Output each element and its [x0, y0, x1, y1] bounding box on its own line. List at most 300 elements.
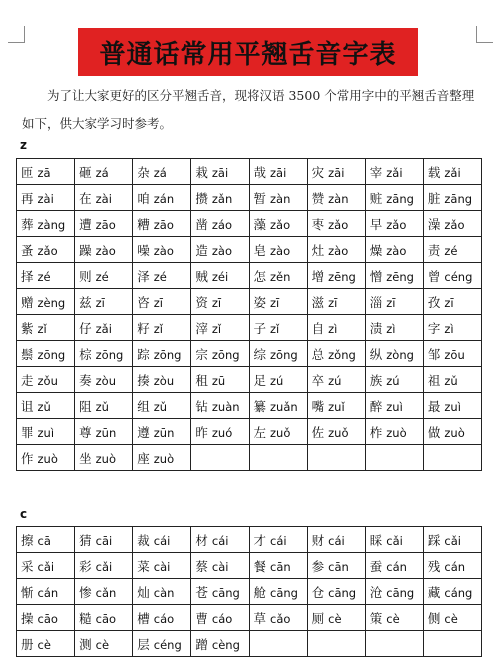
- character: 责: [427, 242, 441, 258]
- character: 在: [79, 190, 92, 206]
- table-cell: [307, 211, 365, 237]
- table-cell: [17, 367, 75, 393]
- character: 座: [137, 450, 150, 466]
- table-cell: [365, 211, 423, 237]
- table-cell: [249, 237, 307, 263]
- table-cell: [307, 341, 365, 367]
- table-row: [17, 315, 482, 341]
- character: 赞: [311, 190, 325, 206]
- character: 宰: [369, 164, 383, 180]
- table-cell: [365, 315, 423, 341]
- pinyin: zāo: [153, 217, 174, 232]
- table-cell: [307, 419, 365, 445]
- character: 凿: [195, 216, 208, 232]
- table-cell: [365, 579, 423, 605]
- character: 纂: [253, 398, 267, 414]
- pinyin: zōng: [211, 347, 240, 362]
- pinyin: zǎn: [211, 191, 233, 206]
- character: 自: [311, 320, 325, 336]
- character: 阻: [79, 398, 92, 414]
- table-cell: [365, 237, 423, 263]
- table-cell: [191, 263, 249, 289]
- pinyin: zán: [153, 191, 175, 206]
- pinyin: zéi: [211, 269, 229, 284]
- character: 字: [427, 320, 441, 336]
- table-row: [17, 159, 482, 185]
- table-cell: [423, 211, 481, 237]
- table-cell: [249, 579, 307, 605]
- table-cell: [191, 185, 249, 211]
- character: 子: [253, 320, 267, 336]
- table-cell: [191, 159, 249, 185]
- pinyin: zuì: [37, 425, 55, 440]
- character: 咱: [137, 190, 150, 206]
- table-cell: [423, 263, 481, 289]
- table-cell: [307, 393, 365, 419]
- pinyin: zǎo: [37, 243, 58, 258]
- pinyin: zuì: [386, 399, 403, 414]
- character: 厕: [311, 610, 325, 626]
- table-cell: [249, 393, 307, 419]
- pinyin: zá: [95, 165, 109, 180]
- table-cell: [191, 367, 249, 393]
- character: 澡: [427, 216, 441, 232]
- table-cell: [191, 393, 249, 419]
- character: 租: [195, 372, 208, 388]
- pinyin: zuò: [386, 425, 407, 440]
- table-row: [17, 631, 482, 657]
- pinyin: zào: [270, 243, 291, 258]
- table-cell: [423, 289, 481, 315]
- table-row: [17, 263, 482, 289]
- table-row: [17, 289, 482, 315]
- table-cell: [17, 159, 75, 185]
- pinyin: zāi: [270, 165, 287, 180]
- table-cell: [365, 631, 423, 657]
- table-cell: [17, 631, 75, 657]
- table-cell: [423, 367, 481, 393]
- table-cell: [17, 237, 75, 263]
- character: 综: [253, 346, 267, 362]
- pinyin: zā: [37, 165, 51, 180]
- character: 则: [79, 268, 92, 284]
- character: 走: [21, 372, 34, 388]
- character: 惭: [21, 584, 34, 600]
- pinyin: zēng: [328, 269, 356, 284]
- character: 踩: [427, 532, 441, 548]
- table-row: [17, 445, 482, 471]
- pinyin: cái: [211, 533, 229, 548]
- character: 灶: [311, 242, 325, 258]
- table-cell: [17, 263, 75, 289]
- table-cell: [17, 315, 75, 341]
- pinyin: zào: [95, 243, 116, 258]
- pinyin: zāi: [328, 165, 345, 180]
- table-cell: [307, 445, 365, 471]
- pinyin: zēng: [386, 269, 414, 284]
- pinyin: zàn: [328, 191, 349, 206]
- character: 遭: [79, 216, 92, 232]
- pinyin: zī: [95, 295, 105, 310]
- character: 栽: [195, 164, 208, 180]
- pinyin: zī: [211, 295, 222, 310]
- character: 藻: [253, 216, 267, 232]
- character: 姿: [253, 294, 267, 310]
- pinyin: zāo: [95, 217, 116, 232]
- character: 砸: [79, 164, 92, 180]
- character: 佐: [311, 424, 325, 440]
- table-cell: [365, 289, 423, 315]
- character: 资: [195, 294, 208, 310]
- character: 攒: [195, 190, 208, 206]
- pinyin: zǔ: [153, 399, 168, 414]
- table-cell: [75, 263, 133, 289]
- character: 赃: [369, 190, 383, 206]
- character: 赠: [21, 294, 34, 310]
- pinyin: zǎi: [386, 165, 403, 180]
- pinyin: zōu: [444, 347, 465, 362]
- table-cell: [423, 579, 481, 605]
- table-cell: [249, 419, 307, 445]
- character: 糙: [79, 610, 92, 626]
- character: 罪: [21, 424, 34, 440]
- character: 增: [311, 268, 325, 284]
- character: 仓: [311, 584, 325, 600]
- table-cell: [191, 579, 249, 605]
- character: 渍: [369, 320, 383, 336]
- pinyin: zuǐ: [328, 399, 345, 414]
- table-cell: [133, 159, 191, 185]
- pinyin: zōng: [153, 347, 182, 362]
- table-cell: [365, 393, 423, 419]
- character: 藏: [427, 584, 441, 600]
- pinyin: zū: [211, 373, 226, 388]
- table-cell: [191, 211, 249, 237]
- character: 噪: [137, 242, 150, 258]
- intro-paragraph: 为了让大家更好的区分平翘舌音，现将汉语 3500 个常用字中的平翘舌音整理如下，供大家学习时参考。: [22, 88, 475, 131]
- character: 籽: [137, 320, 150, 336]
- character: 鬃: [21, 346, 34, 362]
- table-cell: [307, 605, 365, 631]
- table-cell: [17, 341, 75, 367]
- character: 泽: [137, 268, 150, 284]
- character: 哉: [253, 164, 267, 180]
- table-cell: [75, 185, 133, 211]
- table-cell: [133, 445, 191, 471]
- character: 猜: [79, 532, 92, 548]
- pinyin: zì: [386, 321, 396, 336]
- pinyin: zé: [95, 269, 109, 284]
- table-cell: [423, 605, 481, 631]
- pinyin: zuò: [37, 451, 58, 466]
- character: 咨: [137, 294, 150, 310]
- table-cell: [75, 315, 133, 341]
- table-cell: [365, 445, 423, 471]
- pinyin: zuǒ: [328, 425, 349, 440]
- pinyin: cè: [95, 637, 110, 652]
- character: 舱: [253, 584, 267, 600]
- table-cell: [249, 605, 307, 631]
- table-cell: [307, 159, 365, 185]
- table-cell: [423, 527, 481, 553]
- table-cell: [75, 237, 133, 263]
- character: 奏: [79, 372, 92, 388]
- table-cell: [249, 159, 307, 185]
- character: 嘴: [311, 398, 325, 414]
- table-cell: [17, 579, 75, 605]
- character: 纵: [369, 346, 383, 362]
- table-cell: [307, 315, 365, 341]
- table-cell: [307, 263, 365, 289]
- character: 才: [253, 532, 267, 548]
- table-cell: [191, 289, 249, 315]
- pinyin: zàng: [37, 217, 66, 232]
- table-cell: [423, 237, 481, 263]
- pinyin: zōng: [95, 347, 124, 362]
- character: 尊: [79, 424, 92, 440]
- pinyin: zài: [37, 191, 54, 206]
- table-cell: [75, 393, 133, 419]
- table-cell: [191, 605, 249, 631]
- character: 踪: [137, 346, 150, 362]
- pinyin: cā: [37, 533, 51, 548]
- pinyin: zòng: [386, 347, 414, 362]
- table-row: [17, 527, 482, 553]
- pinyin: zé: [153, 269, 167, 284]
- c-table-body: [17, 527, 482, 657]
- character: 灾: [311, 164, 325, 180]
- character: 葬: [21, 216, 34, 232]
- pinyin: zūn: [95, 425, 117, 440]
- character: 蚤: [21, 242, 34, 258]
- pinyin: zěn: [270, 269, 291, 284]
- table-cell: [75, 159, 133, 185]
- pinyin: zú: [328, 373, 342, 388]
- table-cell: [365, 341, 423, 367]
- pinyin: cáo: [211, 611, 233, 626]
- table-cell: [423, 185, 481, 211]
- character: 孜: [427, 294, 441, 310]
- pinyin: záo: [211, 217, 233, 232]
- table-cell: [249, 263, 307, 289]
- table-cell: [307, 527, 365, 553]
- pinyin: zào: [153, 243, 174, 258]
- table-cell: [307, 185, 365, 211]
- table-row: [17, 341, 482, 367]
- pinyin: cāng: [386, 585, 415, 600]
- character: 遵: [137, 424, 150, 440]
- pinyin: zòu: [95, 373, 117, 388]
- table-cell: [191, 631, 249, 657]
- pinyin: zǐ: [211, 321, 222, 336]
- table-row: [17, 553, 482, 579]
- table-cell: [133, 185, 191, 211]
- pinyin: zī: [328, 295, 338, 310]
- character: 燥: [369, 242, 383, 258]
- pinyin: céng: [153, 637, 182, 652]
- table-cell: [133, 315, 191, 341]
- pinyin: zǐ: [153, 321, 163, 336]
- character: 择: [21, 268, 34, 284]
- character: 裁: [137, 532, 150, 548]
- table-cell: [75, 527, 133, 553]
- pinyin: zé: [37, 269, 51, 284]
- character: 灿: [137, 584, 150, 600]
- pinyin: cèng: [211, 637, 240, 652]
- pinyin: zèng: [37, 295, 66, 310]
- table-cell: [365, 263, 423, 289]
- character: 作: [21, 450, 34, 466]
- pinyin: cài: [153, 559, 171, 574]
- pinyin: cán: [37, 585, 59, 600]
- table-cell: [423, 445, 481, 471]
- character: 侧: [427, 610, 441, 626]
- pinyin: cāo: [37, 611, 58, 626]
- pinyin: zì: [328, 321, 338, 336]
- table-cell: [17, 553, 75, 579]
- pinyin: zōng: [37, 347, 66, 362]
- table-cell: [133, 289, 191, 315]
- character: 仔: [79, 320, 92, 336]
- table-cell: [365, 159, 423, 185]
- pinyin: cè: [328, 611, 342, 626]
- pinyin: zuǎn: [270, 399, 298, 414]
- pinyin: zuó: [211, 425, 233, 440]
- table-cell: [75, 445, 133, 471]
- pinyin: cān: [270, 559, 291, 574]
- pinyin: zì: [444, 321, 454, 336]
- pinyin: zōng: [270, 347, 298, 362]
- pinyin: zài: [95, 191, 112, 206]
- pinyin: zǔ: [37, 399, 51, 414]
- pinyin: zāng: [444, 191, 473, 206]
- pinyin: zǐ: [270, 321, 280, 336]
- character: 蹭: [195, 636, 208, 652]
- table-cell: [191, 315, 249, 341]
- table-cell: [365, 553, 423, 579]
- character: 槽: [137, 610, 150, 626]
- table-cell: [17, 445, 75, 471]
- character: 暂: [253, 190, 267, 206]
- character: 糟: [137, 216, 150, 232]
- character: 蔡: [195, 558, 208, 574]
- table-cell: [423, 341, 481, 367]
- character: 祖: [427, 372, 441, 388]
- pinyin: zuò: [444, 425, 465, 440]
- table-cell: [133, 211, 191, 237]
- character: 草: [253, 610, 267, 626]
- pinyin: zá: [153, 165, 167, 180]
- character: 足: [253, 372, 267, 388]
- pinyin: cáng: [444, 585, 473, 600]
- pinyin: cái: [328, 533, 345, 548]
- pinyin: zāng: [386, 191, 414, 206]
- character: 餐: [253, 558, 267, 574]
- character: 紫: [21, 320, 34, 336]
- table-cell: [17, 185, 75, 211]
- pinyin: cài: [211, 559, 229, 574]
- pinyin: zī: [270, 295, 280, 310]
- pinyin: zǔ: [444, 373, 458, 388]
- character: 菜: [137, 558, 150, 574]
- table-cell: [133, 419, 191, 445]
- character: 坐: [79, 450, 92, 466]
- pinyin: zūn: [153, 425, 175, 440]
- title-banner: [78, 28, 418, 76]
- pinyin: zàn: [270, 191, 291, 206]
- table-row: [17, 237, 482, 263]
- table-cell: [307, 579, 365, 605]
- pinyin: cāo: [95, 611, 117, 626]
- pinyin: zī: [386, 295, 396, 310]
- character: 蚕: [369, 558, 383, 574]
- pinyin: cǎi: [386, 533, 403, 548]
- pinyin: zú: [270, 373, 284, 388]
- table-cell: [423, 631, 481, 657]
- character: 钻: [195, 398, 208, 414]
- pinyin: zào: [211, 243, 233, 258]
- table-row: [17, 393, 482, 419]
- table-cell: [133, 527, 191, 553]
- character: 淄: [369, 294, 383, 310]
- z-table-body: [17, 159, 482, 471]
- character: 族: [369, 372, 383, 388]
- table-row: [17, 367, 482, 393]
- table-cell: [423, 159, 481, 185]
- table-cell: [75, 579, 133, 605]
- pinyin: cān: [328, 559, 349, 574]
- pinyin: zǎi: [95, 321, 112, 336]
- z-initial-table: [16, 158, 482, 471]
- table-cell: [423, 393, 481, 419]
- character: 脏: [427, 190, 441, 206]
- character: 枣: [311, 216, 325, 232]
- table-cell: [249, 631, 307, 657]
- table-cell: [191, 419, 249, 445]
- character: 棕: [79, 346, 92, 362]
- table-cell: [133, 237, 191, 263]
- character: 左: [253, 424, 267, 440]
- table-cell: [75, 211, 133, 237]
- pinyin: zī: [444, 295, 454, 310]
- table-cell: [17, 605, 75, 631]
- character: 滓: [195, 320, 208, 336]
- character: 杂: [137, 164, 150, 180]
- pinyin: cái: [153, 533, 171, 548]
- table-cell: [307, 237, 365, 263]
- pinyin: zǔ: [95, 399, 109, 414]
- table-cell: [75, 553, 133, 579]
- table-row: [17, 211, 482, 237]
- character: 柞: [369, 424, 383, 440]
- table-cell: [307, 367, 365, 393]
- character: 最: [427, 398, 441, 414]
- table-cell: [191, 237, 249, 263]
- table-cell: [249, 315, 307, 341]
- character: 采: [21, 558, 34, 574]
- table-cell: [75, 289, 133, 315]
- table-cell: [75, 367, 133, 393]
- pinyin: cán: [444, 559, 466, 574]
- pinyin: céng: [444, 269, 473, 284]
- character: 皂: [253, 242, 267, 258]
- table-cell: [191, 445, 249, 471]
- character: 曹: [195, 610, 208, 626]
- table-row: [17, 419, 482, 445]
- character: 参: [311, 558, 325, 574]
- pinyin: cǎi: [37, 559, 55, 574]
- character: 策: [369, 610, 383, 626]
